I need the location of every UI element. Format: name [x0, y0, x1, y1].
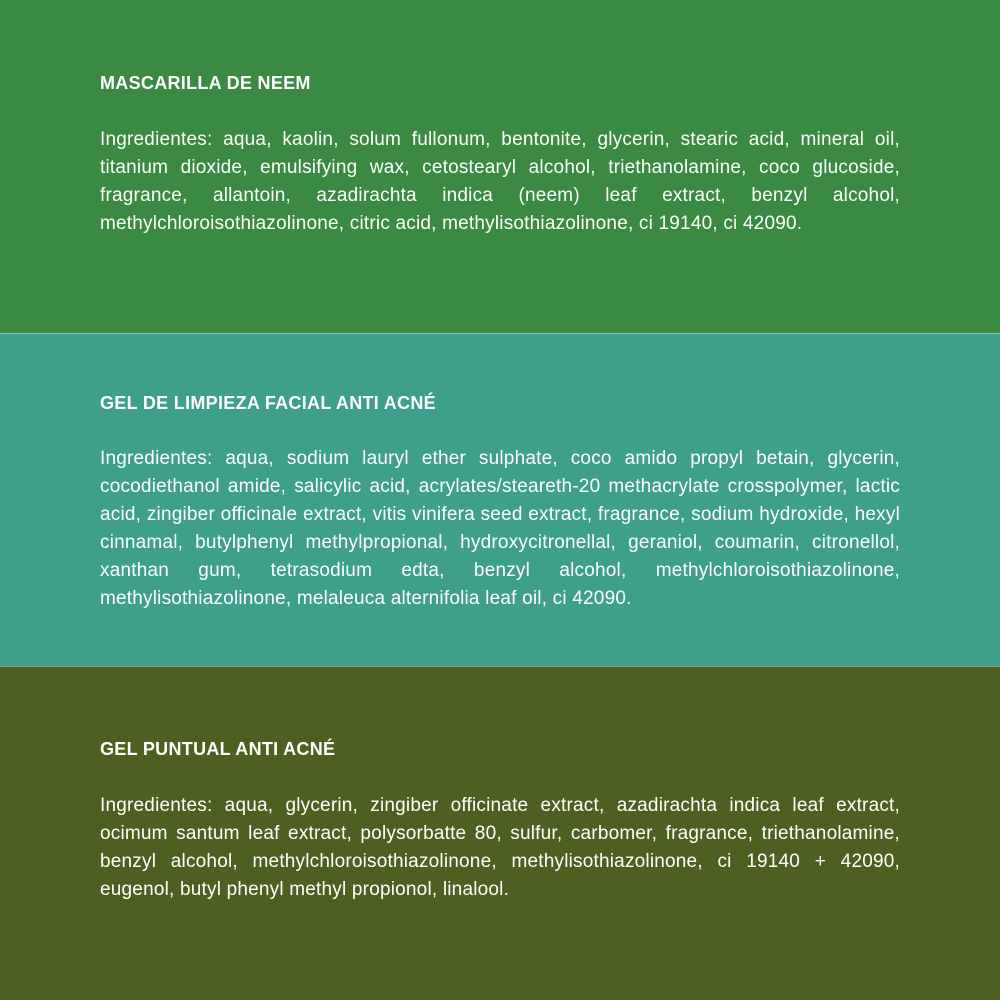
- section-mascarilla-de-neem: [0, 0, 1000, 333]
- section-title: GEL PUNTUAL ANTI ACNÉ: [100, 739, 336, 759]
- section-title: GEL DE LIMPIEZA FACIAL ANTI ACNÉ: [100, 393, 436, 413]
- ingredients-text: Ingredientes: aqua, sodium lauryl ether sulphate, coco amido propyl betain, glycerin, cocodiethanol amide, salicylic acid, acrylates/steareth-20 methacrylate crosspolymer, lactic acid, zingiber officinale extract, vitis vinifera seed extract, fragrance, sodium hydroxide, hexyl cinnamal, butylphenyl methylpropional, hydroxycitronellal, geraniol, coumarin, citronellol, xanthan gum, tetrasodium edta, benzyl alcohol, methylchloroisothiazolinone, methylisothiazolinone, melaleuca alternifolia leaf oil, ci 42090.: [100, 448, 900, 609]
- section-gel-de-limpieza-facial: [0, 333, 1000, 666]
- section-gel-puntual-anti-acne: [0, 666, 1000, 1000]
- section-title: MASCARILLA DE NEEM: [100, 73, 311, 93]
- ingredients-text: Ingredientes: aqua, kaolin, solum fullonum, bentonite, glycerin, stearic acid, mineral oil, titanium dioxide, emulsifying wax, cetostearyl alcohol, triethanolamine, coco glucoside, fragrance, allantoin, azadirachta indica (neem) leaf extract, benzyl alcohol, methylchloroisothiazolinone, citric acid, methylisothiazolinone, ci 19140, ci 42090.: [100, 129, 900, 234]
- ingredients-text: Ingredientes: aqua, glycerin, zingiber officinate extract, azadirachta indica leaf extract, ocimum santum leaf extract, polysorbatte 80, sulfur, carbomer, fragrance, triethanolamine, benzyl alcohol, methylchloroisothiazolinone, methylisothiazolinone, ci 19140 + 42090, eugenol, butyl phenyl methyl propionol, linalool.: [100, 795, 900, 900]
